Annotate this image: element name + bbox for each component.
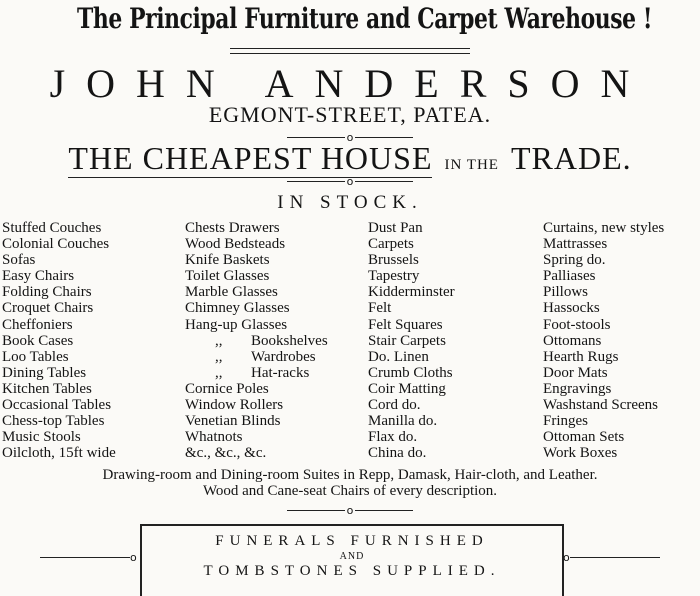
- ornament-rule-3: [283, 503, 417, 517]
- tagline-trade: TRADE.: [510, 140, 632, 176]
- list-item: Dust Pan: [368, 220, 423, 236]
- stock-column-3: [368, 220, 455, 461]
- list-item: Sofas: [2, 252, 36, 269]
- list-item: Chess-top Tables: [2, 413, 105, 430]
- stock-column-2: [185, 220, 328, 461]
- list-item: Kitchen Tables: [2, 380, 92, 397]
- list-item: Curtains, new styles: [543, 220, 665, 236]
- list-item: Stair Carpets: [368, 332, 446, 349]
- funerals-line-3: TOMBSTONES SUPPLIED.: [203, 563, 501, 579]
- list-item: Carpets: [368, 236, 414, 253]
- list-item: Easy Chairs: [2, 268, 75, 285]
- list-item: Manilla do.: [368, 413, 438, 430]
- stock-column-1: [2, 220, 116, 461]
- list-item: Toilet Glasses: [185, 268, 270, 285]
- list-item: Croquet Chairs: [2, 300, 94, 317]
- suites-notice: [0, 467, 700, 499]
- tagline-in-the: IN THE: [444, 157, 499, 173]
- headline-double-rule: [230, 48, 470, 54]
- list-item: Book Cases: [2, 332, 74, 349]
- list-item: Mattrasses: [543, 236, 608, 253]
- list-item: Flax do.: [368, 429, 418, 446]
- ditto-mark: ,,: [215, 364, 223, 381]
- list-item: Whatnots: [185, 429, 243, 446]
- rule-marker: o: [130, 550, 137, 564]
- funerals-line-2: AND: [339, 551, 365, 562]
- list-item: Chests Drawers: [185, 220, 280, 236]
- stock-heading: IN STOCK.: [277, 192, 423, 213]
- list-item: Foot-stools: [543, 316, 611, 333]
- rule-marker: o: [346, 503, 354, 517]
- list-item: Dining Tables: [2, 364, 87, 381]
- funerals-line-1: FUNERALS FURNISHED: [215, 533, 489, 549]
- list-item: Window Rollers: [185, 397, 284, 414]
- list-item: Music Stools: [2, 429, 81, 446]
- list-item-ditto: ,, Wardrobes: [215, 348, 316, 365]
- list-item: Cord do.: [368, 397, 421, 414]
- rule-marker: o: [346, 174, 354, 188]
- list-item: Brussels: [368, 252, 419, 269]
- list-item: Cheffoniers: [2, 316, 73, 333]
- list-item: Colonial Couches: [2, 236, 110, 253]
- list-item: &c., &c., &c.: [185, 445, 267, 462]
- list-item: Spring do.: [543, 252, 606, 269]
- list-item: Occasional Tables: [2, 397, 112, 414]
- ditto-mark: ,,: [215, 348, 223, 365]
- list-item: Oilcloth, 15ft wide: [2, 445, 116, 462]
- address: EGMONT-STREET, PATEA.: [208, 102, 492, 127]
- list-item: Chimney Glasses: [185, 300, 290, 317]
- list-item-ditto: ,, Hat-racks: [215, 364, 310, 381]
- list-item: Kidderminster: [368, 284, 455, 301]
- list-item: Hassocks: [543, 300, 600, 317]
- list-item: Cornice Poles: [185, 380, 269, 397]
- list-item: Felt: [368, 300, 392, 317]
- list-item: Tapestry: [368, 268, 420, 285]
- proprietor-name: JOHN ANDERSON: [49, 61, 651, 106]
- list-item: Loo Tables: [2, 348, 69, 365]
- funerals-box: [140, 524, 564, 596]
- stock-column-4: [543, 220, 664, 461]
- list-item: Palliases: [543, 268, 596, 285]
- tagline-cheapest-house: THE CHEAPEST HOUSE: [68, 140, 433, 176]
- rule-marker: o: [346, 130, 354, 144]
- list-item: Coir Matting: [368, 380, 446, 397]
- list-item-ditto: ,, Bookshelves: [215, 332, 328, 349]
- list-item: Knife Baskets: [185, 252, 270, 269]
- list-item: Wood Bedsteads: [185, 236, 286, 253]
- box-left-rule: [40, 550, 137, 564]
- list-item: Hearth Rugs: [543, 348, 619, 365]
- list-item: Pillows: [543, 284, 589, 301]
- ornament-rule-2: [283, 174, 417, 188]
- list-item: Washstand Screens: [543, 397, 659, 414]
- list-item: Fringes: [543, 413, 588, 430]
- list-item: Ottoman Sets: [543, 429, 625, 446]
- list-item: Folding Chairs: [2, 284, 92, 301]
- list-item: Hang-up Glasses: [185, 316, 288, 333]
- list-item: Work Boxes: [543, 445, 618, 462]
- headline: The Principal Furniture and Carpet Warehouse !: [77, 2, 653, 35]
- suites-line-2: Wood and Cane-seat Chairs of every description.: [202, 483, 498, 499]
- list-item: China do.: [368, 445, 427, 462]
- list-item: Do. Linen: [368, 348, 429, 365]
- list-item: Crumb Cloths: [368, 364, 453, 381]
- suites-line-1: Drawing-room and Dining-room Suites in Repp, Damask, Hair-cloth, and Leather.: [102, 467, 598, 483]
- ditto-mark: ,,: [215, 332, 223, 349]
- list-item: Ottomans: [543, 332, 602, 349]
- list-item: Venetian Blinds: [185, 413, 281, 430]
- list-item: Stuffed Couches: [2, 220, 102, 236]
- list-item: Engravings: [543, 380, 612, 397]
- list-item: Marble Glasses: [185, 284, 278, 301]
- rule-marker: o: [563, 550, 570, 564]
- box-right-rule: [563, 550, 660, 564]
- list-item: Door Mats: [543, 364, 608, 381]
- list-item: Felt Squares: [368, 316, 443, 333]
